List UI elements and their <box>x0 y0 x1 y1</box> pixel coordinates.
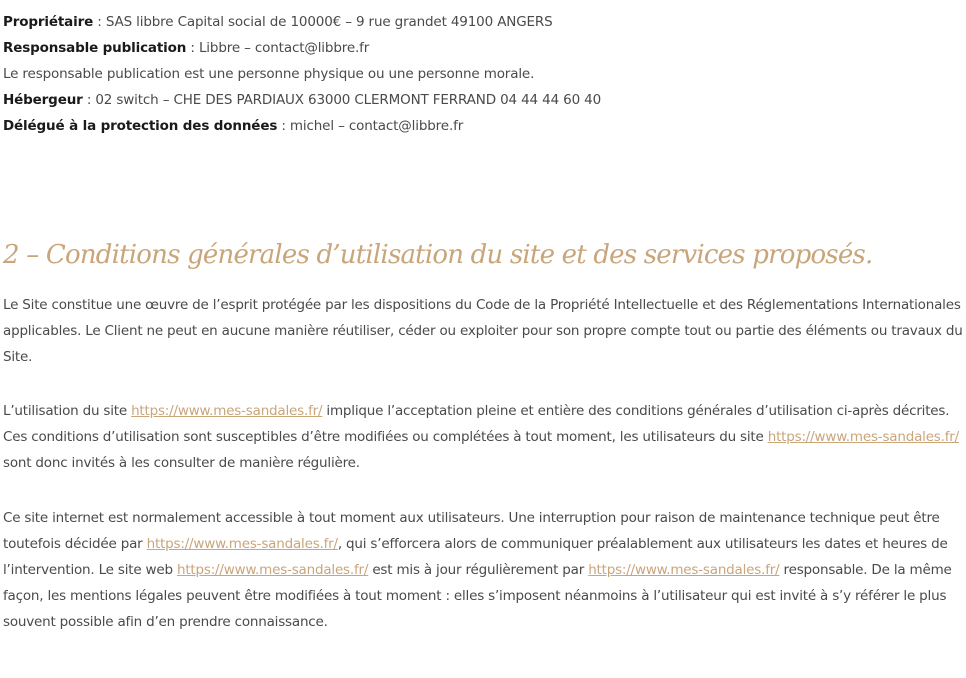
p3-text-3: est mis à jour régulièrement par <box>368 562 589 578</box>
site-link[interactable]: https://www.mes-sandales.fr/ <box>146 536 338 552</box>
p2-text-2: implique l’acceptation pleine et entière des conditions générales d’utilisation ci-après décrites. Ces conditions d’utilisation sont susceptibles d’être modifiées ou complétées à tout moment, les utilisateurs du site <box>3 403 950 445</box>
legal-info-block <box>3 9 953 139</box>
info-dpo-value: michel – contact@libbre.fr <box>289 118 464 134</box>
p3-text-4: responsable. De la même façon, les mentions légales peuvent être modifiées à tout moment : elles s’imposent néanmoins à l’utilisateur qui est invité à s’y référer le plus souvent possible afin d’en prendre connaissance. <box>3 562 952 630</box>
info-dpo <box>3 113 953 139</box>
info-publisher <box>3 35 953 61</box>
p3-text-2: , qui s’efforcera alors de communiquer préalablement aux utilisateurs les dates et heures de l’intervention. Le site web <box>3 536 948 578</box>
p3-text-1: Ce site internet est normalement accessible à tout moment aux utilisateurs. Une interruption pour raison de maintenance technique peut être toutefois décidée par <box>3 510 940 552</box>
info-owner-value: SAS libbre Capital social de 10000€ – 9 rue grandet 49100 ANGERS <box>105 14 553 30</box>
info-publisher-value: Libbre – contact@libbre.fr <box>198 40 370 56</box>
p2-text-1: L’utilisation du site <box>3 403 132 419</box>
info-owner <box>3 9 953 35</box>
info-host-value: 02 switch – CHE DES PARDIAUX 63000 CLERMONT FERRAND 04 44 44 60 40 <box>95 92 602 108</box>
info-dpo-label: Délégué à la protection des données <box>3 118 278 134</box>
site-link[interactable]: https://www.mes-sandales.fr/ <box>767 429 959 445</box>
info-host-sep: : <box>82 92 96 108</box>
info-publisher-label: Responsable publication <box>3 40 187 56</box>
paragraph-terms-acceptance <box>3 398 963 476</box>
section-title: 2 – Conditions générales d’utilisation du site et des services proposés. <box>3 240 873 270</box>
info-note-value: Le responsable publication est une personne physique ou une personne morale. <box>3 66 535 82</box>
info-owner-label: Propriétaire <box>3 14 94 30</box>
site-link[interactable]: https://www.mes-sandales.fr/ <box>131 403 323 419</box>
info-dpo-sep: : <box>277 118 290 134</box>
info-owner-sep: : <box>93 14 106 30</box>
paragraph-availability <box>3 505 963 635</box>
site-link[interactable]: https://www.mes-sandales.fr/ <box>588 562 780 578</box>
info-publisher-note <box>3 61 953 87</box>
info-host-label: Hébergeur <box>3 92 83 108</box>
site-link[interactable]: https://www.mes-sandales.fr/ <box>176 562 369 578</box>
info-publisher-sep: : <box>186 40 199 56</box>
p2-text-3: sont donc invités à les consulter de manière régulière. <box>3 455 360 471</box>
paragraph-intellectual-property: Le Site constitue une œuvre de l’esprit protégée par les dispositions du Code de la Propriété Intellectuelle et des Réglementations Internationales applicables. Le Client ne peut en aucune manière réutiliser, céder ou exploiter pour son propre compte tout ou partie des éléments ou travaux du Site. <box>3 297 963 365</box>
info-host <box>3 87 953 113</box>
